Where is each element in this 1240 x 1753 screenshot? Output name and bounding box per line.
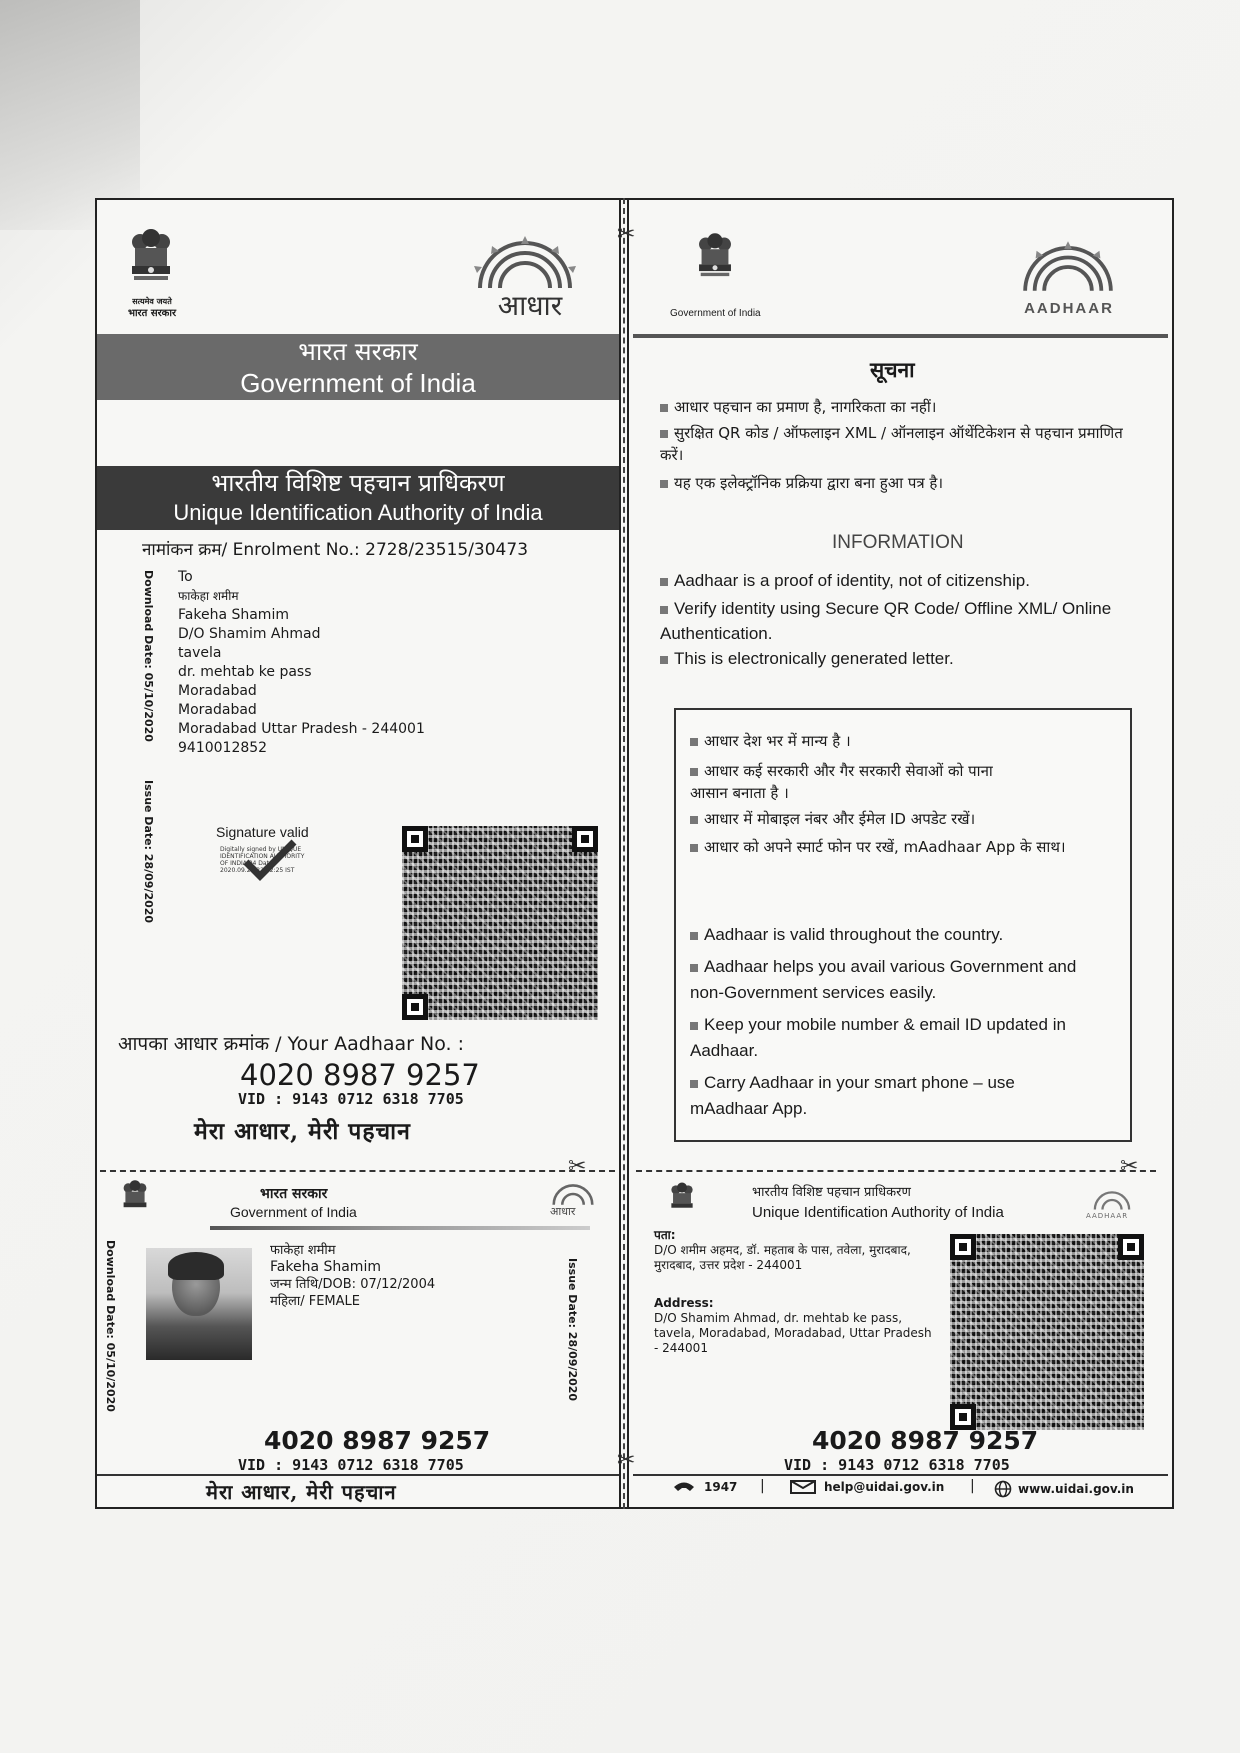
contact-separator: | (970, 1478, 975, 1494)
card-header-rule (210, 1226, 590, 1230)
scissors-icon: ✂ (617, 222, 636, 247)
notice-title-hi: सूचना (870, 358, 915, 382)
box-item-en: Keep your mobile number & email ID updated in Aadhaar. (690, 1015, 1066, 1060)
card-issue-date: Issue Date: 28/09/2020 (566, 1258, 579, 1402)
issue-date: Issue Date: 28/09/2020 (142, 780, 155, 924)
gov-banner (97, 334, 619, 400)
state-emblem-icon (694, 230, 736, 292)
notice-gov-caption: Government of India (670, 308, 761, 319)
contact-separator: | (760, 1478, 765, 1494)
box-item-hi: आधार देश भर में मान्य है । (690, 730, 1110, 752)
aadhaar-number-label: आपका आधार क्रमांक / Your Aadhaar No. : (118, 1033, 465, 1055)
bullet-icon (660, 656, 668, 664)
uidai-title-en: Unique Identification Authority of India (173, 500, 543, 525)
address-line: D/O Shamim Ahmad (178, 626, 321, 642)
cut-line-horizontal (100, 1170, 615, 1172)
address-line: Moradabad (178, 702, 257, 718)
card-gov-hi: भारत सरकार (260, 1186, 328, 1202)
contact-phone: 1947 (672, 1480, 737, 1494)
card-back-vid: VID : 9143 0712 6318 7705 (784, 1456, 1010, 1474)
notice-item-en: Aadhaar is a proof of identity, not of citizenship. (660, 570, 1150, 592)
phone-icon (672, 1481, 696, 1493)
qr-finder (572, 826, 598, 852)
bullet-icon (690, 1022, 698, 1030)
enrolment-number: नामांकन क्रम/ Enrolment No.: 2728/23515/30473 (142, 540, 529, 560)
scissors-icon: ✂ (1120, 1154, 1139, 1179)
signature-detail: Digitally signed by UNIQUE IDENTIFICATION AUTHORITY OF INDIA 04 Date: 2020.09.25 22:22:25 IST (220, 846, 305, 874)
bullet-icon (690, 816, 698, 824)
gov-title-hi: भारत सरकार (298, 337, 418, 366)
notice-item-en: This is electronically generated letter. (660, 648, 1150, 670)
signature-label: Signature valid (216, 824, 309, 840)
mail-icon (790, 1480, 816, 1494)
bullet-icon (690, 1080, 698, 1088)
box-item-hi: आधार में मोबाइल नंबर और ईमेल ID अपडेट रखें। (690, 808, 1110, 830)
vid-number: VID : 9143 0712 6318 7705 (238, 1090, 464, 1108)
address-label-hi: पता: (654, 1228, 676, 1242)
address-label-en: Address: (654, 1296, 714, 1310)
emblem-caption: भारत सरकार (127, 308, 177, 319)
recipient-address (178, 568, 425, 758)
address-en-block (654, 1296, 934, 1356)
gov-title-en: Government of India (240, 368, 476, 398)
aadhaar-logo-text: आधार (497, 289, 563, 322)
card-vid: VID : 9143 0712 6318 7705 (238, 1456, 464, 1474)
address-line: dr. mehtab ke pass (178, 664, 312, 680)
qr-finder (1118, 1234, 1144, 1260)
address-line: फाकेहा शमीम (178, 589, 239, 603)
box-item-en: Aadhaar is valid throughout the country. (690, 924, 1110, 946)
holder-gender: महिला/ FEMALE (270, 1294, 360, 1309)
holder-name-en: Fakeha Shamim (270, 1259, 381, 1275)
bullet-icon (660, 480, 668, 488)
address-en: D/O Shamim Ahmad, dr. mehtab ke pass, tavela, Moradabad, Moradabad, Uttar Pradesh - 244001 (654, 1311, 932, 1355)
bullet-icon (690, 844, 698, 852)
address-hi-block (654, 1228, 924, 1273)
card-aadhaar-number: 4020 8987 9257 (264, 1426, 491, 1455)
aadhaar-logo-icon (1088, 1188, 1136, 1212)
address-line: 9410012852 (178, 740, 268, 756)
card-logo-text: AADHAAR (1086, 1212, 1129, 1220)
cut-line-vertical (619, 198, 629, 1509)
card-holder-details (270, 1242, 435, 1310)
card-download-date: Download Date: 05/10/2020 (104, 1240, 117, 1412)
state-emblem-icon (120, 1178, 150, 1222)
state-emblem-icon (126, 226, 176, 298)
header-rule (633, 334, 1168, 338)
bullet-icon (660, 430, 668, 438)
qr-code-card (950, 1234, 1144, 1430)
box-item-hi: आधार को अपने स्मार्ट फोन पर रखें, mAadhaar App के साथ। (690, 836, 1090, 858)
uidai-title-hi: भारतीय विशिष्ट पहचान प्राधिकरण (211, 469, 505, 497)
holder-photo (146, 1248, 252, 1360)
notice-item-hi: आधार पहचान का प्रमाण है, नागरिकता का नहीं। (660, 396, 1140, 418)
bullet-icon (690, 738, 698, 746)
emblem-motto: सत्यमेव जयते (132, 297, 172, 306)
card-gov-en: Government of India (230, 1204, 357, 1220)
bullet-icon (690, 932, 698, 940)
contact-email: help@uidai.gov.in (790, 1480, 944, 1494)
card-logo-text: आधार (550, 1205, 576, 1218)
aadhaar-logo-icon (462, 232, 588, 294)
uidai-banner (97, 466, 619, 530)
aadhaar-logo-icon (1008, 236, 1128, 298)
card-tagline: मेरा आधार, मेरी पहचान (206, 1480, 397, 1504)
cut-line-horizontal (636, 1170, 1156, 1172)
card-uidai-hi: भारतीय विशिष्ट पहचान प्राधिकरण (752, 1185, 911, 1200)
address-line: Moradabad (178, 683, 257, 699)
address-line: tavela (178, 645, 222, 661)
box-item-en: Aadhaar helps you avail various Government and non-Government services easily. (690, 957, 1077, 1002)
address-line: Moradabad Uttar Pradesh - 244001 (178, 721, 425, 737)
download-date: Download Date: 05/10/2020 (142, 570, 155, 742)
address-line: Fakeha Shamim (178, 607, 289, 623)
holder-name-hi: फाकेहा शमीम (270, 1243, 336, 1258)
aadhaar-logo-text: AADHAAR (1024, 300, 1114, 317)
card-back-footer-rule (633, 1474, 1168, 1476)
notice-title-en: INFORMATION (832, 532, 964, 553)
bullet-icon (690, 964, 698, 972)
card-footer-rule (97, 1474, 619, 1476)
page-fold-shadow (0, 0, 140, 230)
address-hi: D/O शमीम अहमद, डॉ. महताब के पास, तवेला, मुरादबाद, मुरादबाद, उत्तर प्रदेश - 244001 (654, 1243, 911, 1272)
address-line: To (178, 569, 193, 585)
bullet-icon (660, 404, 668, 412)
aadhaar-number: 4020 8987 9257 (240, 1058, 480, 1092)
qr-finder (950, 1234, 976, 1260)
scissors-icon: ✂ (568, 1154, 587, 1179)
signature-check-icon (240, 836, 300, 884)
qr-finder (402, 994, 428, 1020)
qr-code-letter (402, 826, 598, 1020)
card-uidai-en: Unique Identification Authority of India (752, 1204, 1004, 1221)
box-item-hi: आधार कई सरकारी और गैर सरकारी सेवाओं को पाना आसान बनाता है । (690, 762, 993, 802)
box-item-en: Carry Aadhaar in your smart phone – use mAadhaar App. (690, 1073, 1015, 1118)
contact-website: www.uidai.gov.in (994, 1480, 1134, 1498)
bullet-icon (660, 606, 668, 614)
notice-item-hi: यह एक इलेक्ट्रॉनिक प्रक्रिया द्वारा बना हुआ पत्र है। (660, 472, 1140, 494)
bullet-icon (690, 768, 698, 776)
bullet-icon (660, 578, 668, 586)
holder-dob: जन्म तिथि/DOB: 07/12/2004 (270, 1277, 436, 1292)
photo-hair (168, 1252, 224, 1280)
scissors-icon: ✂ (617, 1448, 636, 1473)
state-emblem-icon (668, 1180, 696, 1222)
card-back-aadhaar-number: 4020 8987 9257 (812, 1426, 1039, 1455)
notice-item-hi: सुरक्षित QR कोड / ऑफलाइन XML / ऑनलाइन ऑथेंटिकेशन से पहचान प्रमाणित करें। (660, 424, 1123, 464)
notice-item-en: Verify identity using Secure QR Code/ Offline XML/ Online Authentication. (660, 599, 1112, 643)
qr-finder (402, 826, 428, 852)
tagline: मेरा आधार, मेरी पहचान (194, 1118, 411, 1145)
globe-icon (994, 1480, 1012, 1498)
